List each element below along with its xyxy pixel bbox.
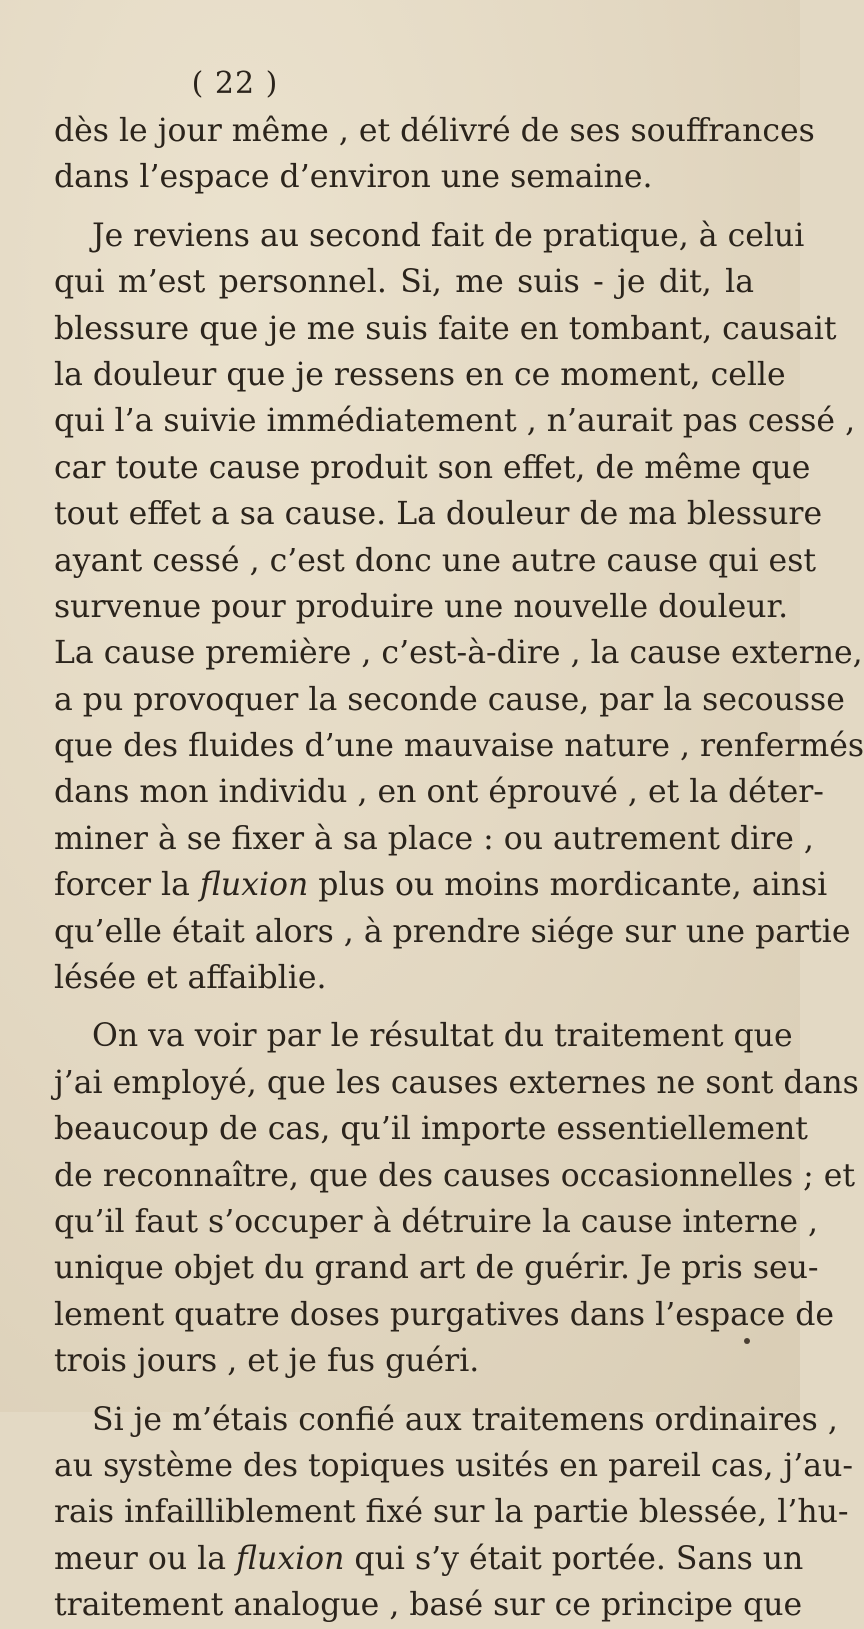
text-line: Je reviens au second fait de pratique, à celui (92, 217, 805, 254)
text-line: au système des topiques usités en pareil cas, j’au- (54, 1447, 854, 1484)
text-line: qui m’est personnel. Si, me suis - je dit, la (54, 264, 754, 301)
body-text (54, 108, 864, 1629)
text-line: survenue pour produire une nouvelle douleur. (54, 588, 789, 625)
text-line: lement quatre doses purgatives dans l’espace de (54, 1296, 835, 1333)
text-line: qu’il faut s’occuper à détruire la cause interne , (54, 1203, 819, 1240)
text-line: qui l’a suivie immédiatement , n’aurait pas cessé , (54, 403, 856, 440)
text-line: beaucoup de cas, qu’il importe essentiellement (54, 1111, 808, 1148)
text-line: lésée et affaiblie. (54, 960, 327, 997)
text-line: dans mon individu , en ont éprouvé , et la déter- (54, 774, 824, 811)
text-line: Si je m’étais confié aux traitemens ordinaires , (92, 1401, 838, 1438)
paragraph (54, 1013, 859, 1384)
paragraph (54, 213, 864, 1002)
text-line: dès le jour même , et délivré de ses souffrances (54, 113, 815, 149)
text-line: trois jours , et je fus guéri. (54, 1343, 480, 1380)
ink-spot (744, 1338, 750, 1344)
text-line: qu’elle était alors , à prendre siége sur une partie (54, 913, 851, 950)
page-number: ( 22 ) (191, 66, 279, 101)
paragraph (54, 1397, 854, 1629)
text-line: la douleur que je ressens en ce moment, celle (54, 356, 786, 393)
text-line: blessure que je me suis faite en tombant, causait (54, 310, 837, 347)
text-line: rais infailliblement fixé sur la partie blessée, l’hu- (54, 1494, 849, 1531)
text-line: miner à se fixer à sa place : ou autrement dire , (54, 820, 814, 857)
italic-term: fluxion (199, 867, 309, 904)
paragraph-gap (54, 1385, 754, 1397)
text-line: forcer la fluxion plus ou moins mordicante, ainsi (54, 867, 828, 904)
text-line: de reconnaître, que des causes occasionnelles ; et (54, 1157, 856, 1194)
text-line: On va voir par le résultat du traitement que (92, 1018, 793, 1055)
text-line: traitement analogue , basé sur ce principe que (54, 1587, 803, 1624)
text-line: que des fluides d’une mauvaise nature , renfermés (54, 728, 864, 765)
text-line: meur ou la fluxion qui s’y était portée. Sans un (54, 1540, 804, 1577)
text-line: La cause première , c’est-à-dire , la cause externe, (54, 635, 863, 672)
text-line: ayant cessé , c’est donc une autre cause qui est (54, 542, 817, 579)
paragraph-gap (54, 201, 754, 213)
paragraph (54, 108, 815, 201)
text-line: unique objet du grand art de guérir. Je pris seu- (54, 1250, 819, 1287)
text-line: car toute cause produit son effet, de même que (54, 449, 811, 486)
text-line: dans l’espace d’environ une semaine. (54, 159, 653, 196)
italic-term: fluxion (236, 1540, 345, 1577)
text-line: tout effet a sa cause. La douleur de ma blessure (54, 496, 823, 533)
paragraph-gap (54, 1001, 754, 1013)
text-line: j’ai employé, que les causes externes ne sont dans (54, 1064, 859, 1101)
text-line: a pu provoquer la seconde cause, par la secousse (54, 681, 845, 718)
